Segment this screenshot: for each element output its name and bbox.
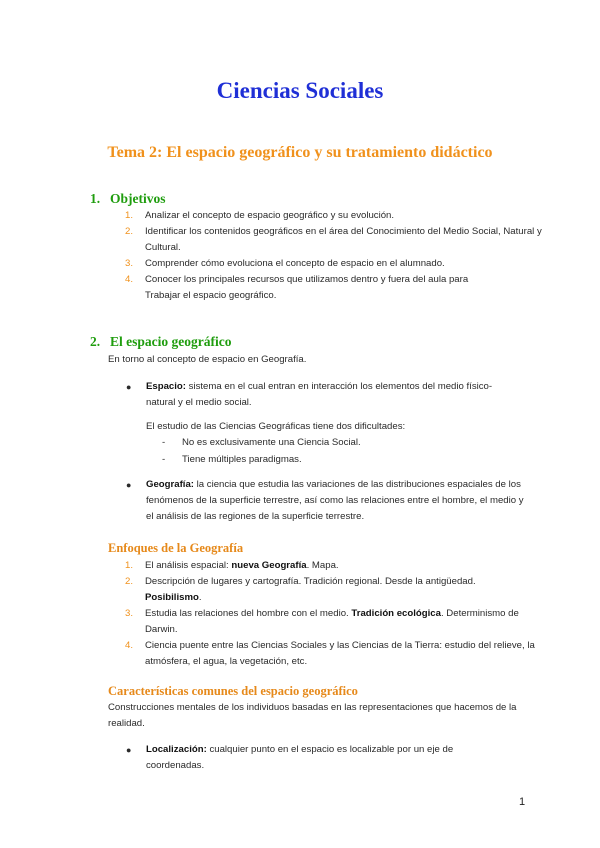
dash-item: - Tiene múltiples paradigmas. [162,454,302,465]
list-item-number: 4. [125,274,134,285]
list-item-text: Conocer los principales recursos que utilizamos dentro y fuera del aula para Trabajar el espacio geográfico. [145,274,469,301]
list-item-bold: Posibilismo [145,592,199,603]
list-item: 4. Ciencia puente entre las Ciencias Sociales y las Ciencias de la Tierra: estudio del relieve, la atmósfera, el agua, la vegetación, etc. [125,640,535,667]
section-heading-objetivos [90,191,166,207]
list-item [125,208,545,224]
list-item-number: 2. [125,576,134,587]
list-item-number: 1. [125,560,134,571]
list-item [125,272,485,304]
section-heading-espacio [90,334,231,350]
page-number: 1 [519,796,526,808]
list-item: 3. Estudia las relaciones del hombre con el medio. Tradición ecológica. Determinismo de Darwin. [125,608,519,635]
dash-item-text: No es exclusivamente una Ciencia Social. [182,437,361,448]
subsection-heading-caracteristicas: Características comunes del espacio geográfico [108,684,358,698]
difficulties-intro: El estudio de las Ciencias Geográficas tiene dos dificultades: [146,421,406,432]
dash-item: - No es exclusivamente una Ciencia Social. [162,437,361,448]
list-item-number: 4. [125,640,134,651]
list-item-number: 3. [125,258,134,269]
bullet-text: sistema en el cual entran en interacción los elementos del medio físico-natural y el medio social. [146,381,493,408]
bullet-text: la ciencia que estudia las variaciones de las distribuciones espaciales de los fenómenos de la superficie terrestre, así como las relaciones entre el hombre, el medio y el análisis de las regiones de la superficie terrestre. [146,479,524,522]
list-item-bold: Tradición ecológica [351,608,441,619]
list-item-number: 2. [125,226,134,237]
list-item-text: Comprender cómo evoluciona el concepto de espacio en el alumnado. [145,258,445,269]
list-item-number: 3. [125,608,134,619]
list-item: 2. Descripción de lugares y cartografía. Tradición regional. Desde la antigüedad. Posibilismo. [125,576,476,603]
dash-item-text: Tiene múltiples paradigmas. [182,454,302,465]
bullet-item: ● Localización: cualquier punto en el espacio es localizable por un eje de coordenadas. [126,744,454,771]
list-item [125,256,545,272]
section-number: 2. [90,334,101,349]
subsection-heading-enfoques: Enfoques de la Geografía [108,541,244,555]
list-item-number: 1. [125,210,134,221]
list-item-text: Analizar el concepto de espacio geográfico y su evolución. [145,210,395,221]
bullet-term: Localización: [146,744,207,755]
section-title: Objetivos [110,191,166,206]
bullet-term: Geografía: [146,479,194,490]
list-item [125,224,545,256]
bullet-item: ● Geografía: la ciencia que estudia las variaciones de las distribuciones espaciales de los fenómenos de la superficie terrestre, así como las relaciones entre el hombre, el medio y el análisis de las regiones de la superficie terrestre. [126,479,524,522]
section-title: El espacio geográfico [110,334,232,349]
list-item: 1. El análisis espacial: nueva Geografía. Mapa. [125,558,545,574]
list-item-bold: nueva Geografía [231,560,307,571]
section-intro: En torno al concepto de espacio en Geografía. [108,354,307,365]
list-item-text: Identificar los contenidos geográficos en el área del Conocimiento del Medio Social, Natural y Cultural. [145,226,542,253]
bullet-text: cualquier punto en el espacio es localizable por un eje de coordenadas. [146,744,454,771]
document-title: Ciencias Sociales [216,78,384,103]
document-subtitle: Tema 2: El espacio geográfico y su tratamiento didáctico [107,144,493,161]
bullet-item: ● Espacio: sistema en el cual entran en interacción los elementos del medio físico-natural y el medio social. [126,381,493,408]
section-number: 1. [90,191,101,206]
bullet-term: Espacio: [146,381,186,392]
subsection-intro: Construcciones mentales de los individuos basadas en las representaciones que hacemos de la realidad. [108,702,517,729]
